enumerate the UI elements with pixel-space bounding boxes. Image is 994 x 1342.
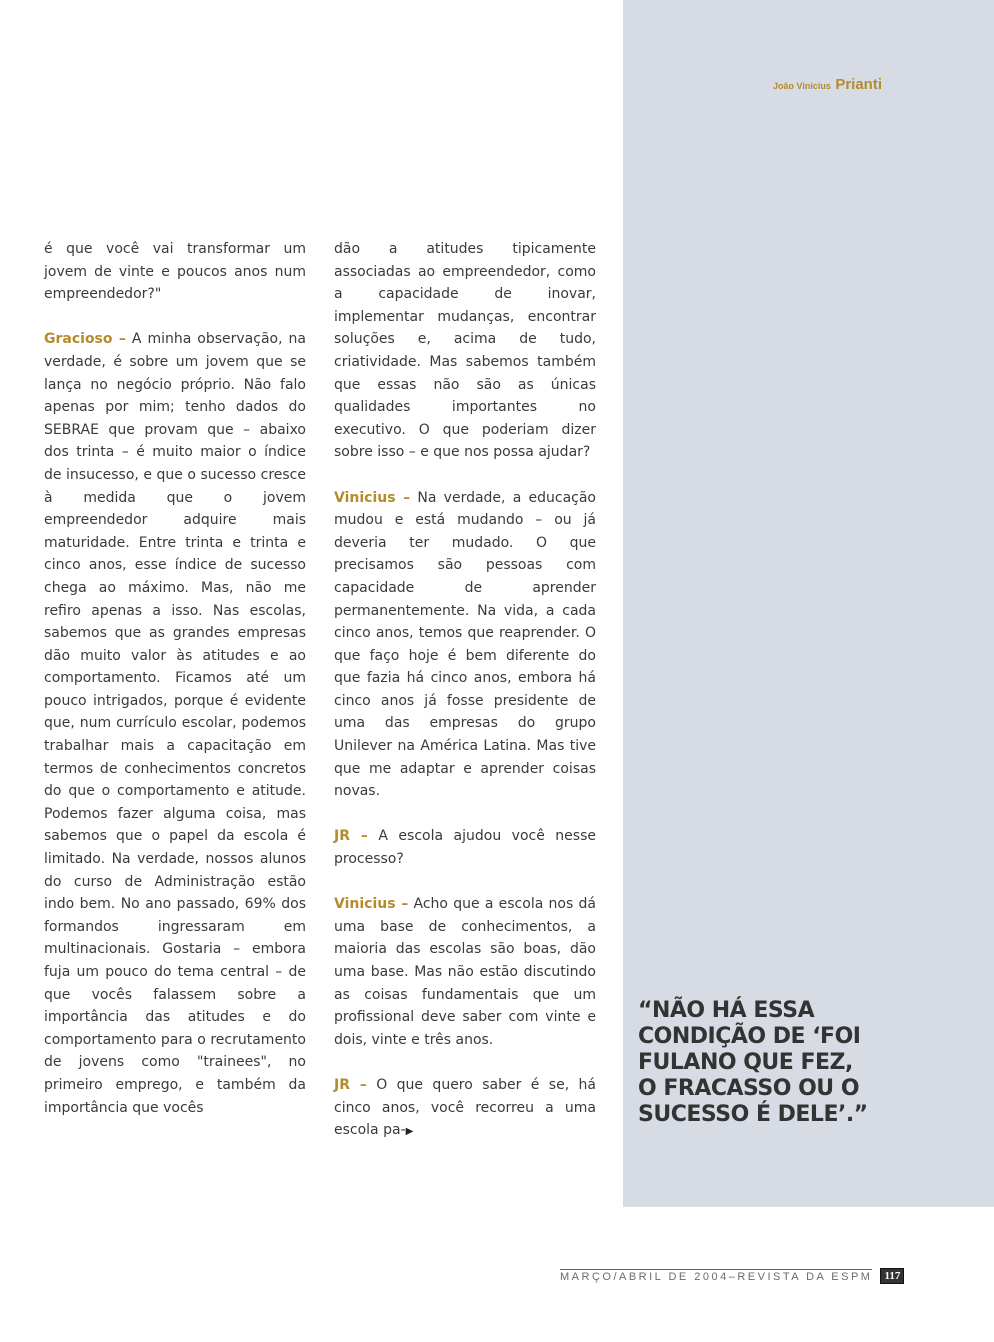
paragraph xyxy=(44,328,306,1119)
author-first-name: João Vinicius xyxy=(773,81,831,91)
speaker-label: JR – xyxy=(334,828,368,845)
author-byline xyxy=(773,76,882,94)
speaker-label: JR – xyxy=(334,1076,367,1093)
paragraph: é que você vai transformar um jovem de vinte e poucos anos num empreendedor?" xyxy=(44,241,306,303)
paragraph: dão a atitudes tipicamente associadas ao empreendedor, como a capacidade de inovar, implementar mudanças, encontrar soluções e, acima de tudo, criatividade. Mas sabemos também que essas não são as únicas qualidades importantes no executivo. O que poderiam dizer sobre isso – e que nos possa ajudar? xyxy=(334,241,596,461)
paragraph-text: A escola ajudou você nesse processo? xyxy=(334,828,596,868)
paragraph-text: Acho que a escola nos dá uma base de conhecimentos, a maioria das escolas são boas, dão uma base. Mas não estão discutindo as coisas fundamentais que um profissional deve saber com vinte e dois, vinte e três anos. xyxy=(334,896,596,1048)
paragraph xyxy=(334,825,596,870)
continue-arrow-icon: ▶ xyxy=(405,1126,414,1138)
speaker-label: Gracioso – xyxy=(44,331,126,348)
paragraph-text: A minha observação, na verdade, é sobre um jovem que se lança no negócio próprio. Não falo apenas por mim; tenho dados do SEBRAE que provam que – abaixo dos trinta – é muito maior o índice de insucesso, e que o sucesso cresce à medida que o jovem empreendedor adquire mais maturidade. Entre trinta e trinta e cinco anos, esse índice de sucesso chega ao máximo. Mas, não me refiro apenas a isso. Nas escolas, sabemos que as grandes empresas dão muito valor às atitudes e ao comportamento. Ficamos até um pouco intrigados, porque é evidente que, num currículo escolar, podemos trabalhar mais a capacitação em termos de conhecimentos concretos do que o comportamento e atitude. Podemos fazer alguma coisa, mas sabemos que o papel da escola é limitado. Na verdade, nossos alunos do curso de Administração estão indo bem. No ano passado, 69% dos formandos ingressaram em multinacionais. Gostaria – embora fuja um pouco do tema central – de que vocês falassem sobre a importância das atitudes e do comportamento para o recrutamento de jovens como "trainees", no primeiro emprego, e também da importância que vocês xyxy=(44,331,306,1116)
author-last-name: Prianti xyxy=(835,76,882,93)
pull-quote: “NÃO HÁ ESSA CONDIÇÃO DE ‘FOI FULANO QUE FEZ, O FRACASSO OU O SUCESSO É DELE’.” xyxy=(638,998,868,1127)
page-number: 117 xyxy=(880,1268,904,1284)
text-column-2 xyxy=(334,238,596,1166)
paragraph-text: Na verdade, a educação mudou e está mudando – ou já deveria ter mudado. O que precisamos são pessoas com capacidade de aprender permanentemente. Na vida, a cada cinco anos, temos que reaprender. O que faço hoje é bem diferente do que fazia há cinco anos, embora há cinco anos já fosse presidente de uma das empresas do grupo Unilever na América Latina. Mas tive que me adaptar e aprender coisas novas. xyxy=(334,489,596,800)
text-column-1 xyxy=(44,238,306,1142)
speaker-label: Vinicius – xyxy=(334,896,409,913)
page-footer xyxy=(560,1268,904,1284)
paragraph-text: O que quero saber é se, há cinco anos, você recorreu a uma escola pa- xyxy=(334,1076,596,1139)
paragraph xyxy=(334,1074,596,1144)
paragraph xyxy=(334,487,596,803)
speaker-label: Vinicius – xyxy=(334,489,411,506)
paragraph xyxy=(334,893,596,1051)
footer-publication: MARÇO/ABRIL DE 2004–REVISTA DA ESPM xyxy=(560,1271,873,1283)
